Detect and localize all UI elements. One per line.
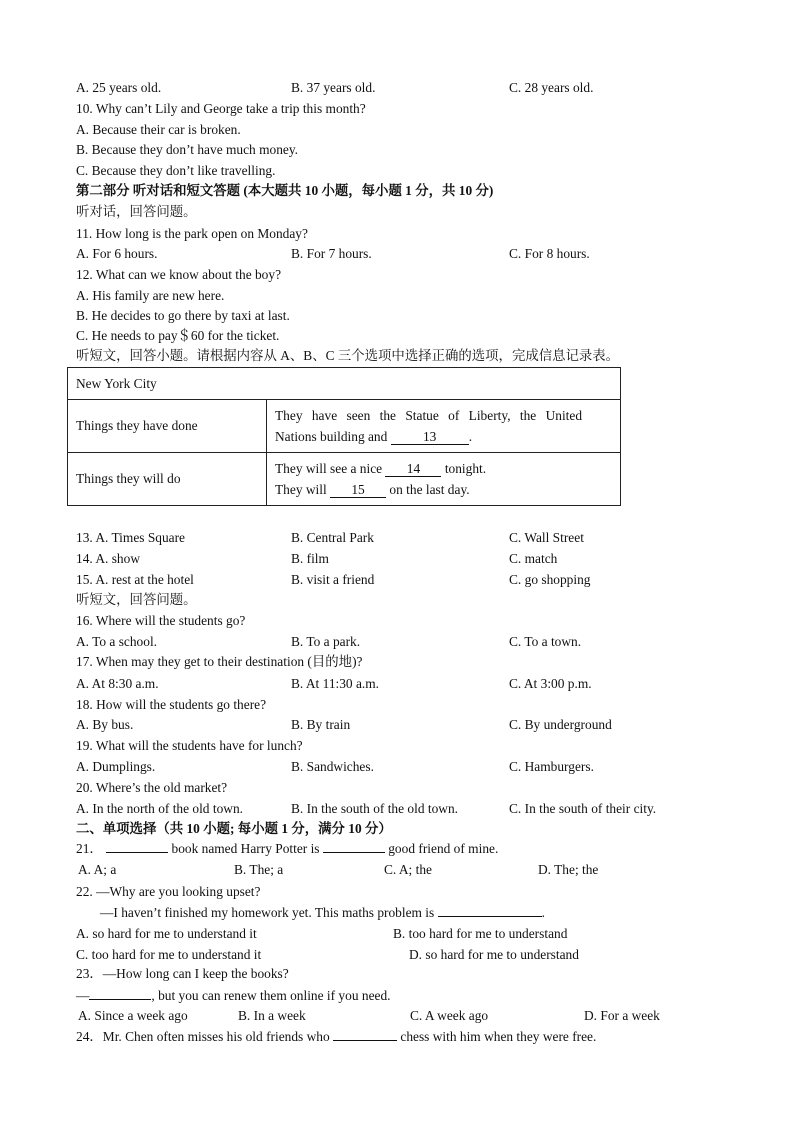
q19-stem: 19. What will the students have for lunch?: [76, 738, 303, 753]
table-row-will-text-1a: They will see a nice: [275, 461, 383, 476]
section2-heading: 二、单项选择（共 10 小题; 每小题 1 分，满分 10 分）: [76, 821, 392, 836]
q24-text-pre: 24．Mr. Chen often misses his old friends who: [76, 1029, 330, 1044]
q17-option-b: B. At 11:30 a.m.: [291, 676, 380, 691]
table-row-will-text-2a: They will: [275, 482, 327, 497]
q9-option-b: B. 37 years old.: [291, 80, 376, 95]
q22-line2-text: —I haven’t finished my homework yet. This maths problem is: [100, 905, 435, 920]
q22-line2: [100, 905, 545, 921]
q21-option-a: A. A; a: [78, 862, 117, 877]
q21-option-d: D. The; the: [538, 862, 599, 877]
q14-option-c: C. match: [509, 551, 558, 566]
q23-blank: [89, 999, 151, 1000]
q14-option-a: 14. A. show: [76, 551, 140, 566]
q21-text-end: good friend of mine.: [388, 841, 499, 856]
table-row-will-line2: [275, 479, 612, 500]
q24-text-post: chess with him when they were free.: [400, 1029, 597, 1044]
q21-number: 21．: [76, 841, 103, 856]
info-record-table: [67, 367, 621, 506]
q21-blank-1: [106, 852, 168, 853]
q11-option-b: B. For 7 hours.: [291, 246, 372, 261]
q22-line2-end: .: [541, 905, 545, 920]
q18-option-c: C. By underground: [509, 717, 612, 732]
q23-line1: 23．—How long can I keep the books?: [76, 966, 289, 981]
dialogue-instruction: 听对话，回答问题。: [76, 204, 197, 219]
q12-option-b: B. He decides to go there by taxi at last.: [76, 308, 290, 323]
table-row-will-label: Things they will do: [68, 453, 267, 506]
q19-option-c: C. Hamburgers.: [509, 759, 594, 774]
table-row-will-text-1b: tonight.: [444, 461, 487, 476]
table-row-will-line1: [275, 458, 612, 479]
q16-option-c: C. To a town.: [509, 634, 582, 649]
q12-option-a: A. His family are new here.: [76, 288, 225, 303]
q21-text-mid: book named Harry Potter is: [171, 841, 320, 856]
q15-option-b: B. visit a friend: [291, 572, 375, 587]
q22-option-d: D. so hard for me to understand: [409, 947, 579, 962]
table-row-done-period: .: [468, 429, 473, 444]
q13-option-c: C. Wall Street: [509, 530, 584, 545]
q19-option-b: B. Sandwiches.: [291, 759, 374, 774]
q22-blank: [438, 916, 542, 917]
blank-13: 13: [391, 430, 469, 445]
q23-option-b: B. In a week: [238, 1008, 306, 1023]
q15-option-a: 15. A. rest at the hotel: [76, 572, 194, 587]
q11-option-c: C. For 8 hours.: [509, 246, 590, 261]
table-row-done-line2: [275, 426, 612, 447]
q18-option-b: B. By train: [291, 717, 351, 732]
q9-option-c: C. 28 years old.: [509, 80, 594, 95]
q21-option-c: C. A; the: [384, 862, 432, 877]
q17-option-a: A. At 8:30 a.m.: [76, 676, 159, 691]
q12-option-c: C. He needs to pay＄60 for the ticket.: [76, 328, 280, 343]
q10-option-b: B. Because they don’t have much money.: [76, 142, 299, 157]
q22-option-a: A. so hard for me to understand it: [76, 926, 257, 941]
q23-line2-text: , but you can renew them online if you need.: [151, 988, 391, 1003]
q22-option-b: B. too hard for me to understand: [393, 926, 568, 941]
q20-option-a: A. In the north of the old town.: [76, 801, 243, 816]
q24-stem: [76, 1029, 596, 1045]
q17-stem: 17. When may they get to their destination (目的地)?: [76, 654, 363, 669]
q21-blank-2: [323, 852, 385, 853]
q15-option-c: C. go shopping: [509, 572, 591, 587]
blank-14: 14: [385, 462, 441, 477]
passage1-instruction: 听短文，回答小题。请根据内容从 A、B、C 三个选项中选择正确的选项，完成信息记录表。: [76, 348, 620, 363]
q14-option-b: B. film: [291, 551, 329, 566]
q16-stem: 16. Where will the students go?: [76, 613, 246, 628]
q11-stem: 11. How long is the park open on Monday?: [76, 226, 308, 241]
q18-stem: 18. How will the students go there?: [76, 697, 267, 712]
q19-option-a: A. Dumplings.: [76, 759, 156, 774]
q10-option-c: C. Because they don’t like travelling.: [76, 163, 276, 178]
q23-line2: [76, 988, 391, 1004]
q10-stem: 10. Why can’t Lily and George take a trip this month?: [76, 101, 366, 116]
q9-option-a: A. 25 years old.: [76, 80, 162, 95]
q11-option-a: A. For 6 hours.: [76, 246, 158, 261]
passage2-instruction: 听短文，回答问题。: [76, 592, 197, 607]
table-row-will-text-2b: on the last day.: [389, 482, 470, 497]
q20-option-b: B. In the south of the old town.: [291, 801, 458, 816]
q21-stem: [76, 841, 498, 857]
q18-option-a: A. By bus.: [76, 717, 134, 732]
table-row-done-text-a: They have seen the Statue of Liberty, the United: [275, 408, 583, 423]
q13-option-a: 13. A. Times Square: [76, 530, 186, 545]
q23-option-c: C. A week ago: [410, 1008, 489, 1023]
q20-stem: 20. Where’s the old market?: [76, 780, 228, 795]
q23-option-a: A. Since a week ago: [78, 1008, 188, 1023]
q23-option-d: D. For a week: [584, 1008, 660, 1023]
q24-blank: [333, 1040, 397, 1041]
blank-15: 15: [330, 483, 386, 498]
table-row-done-content: [267, 400, 621, 453]
q16-option-b: B. To a park.: [291, 634, 361, 649]
table-title: New York City: [68, 368, 621, 400]
q22-line1: 22. —Why are you looking upset?: [76, 884, 261, 899]
table-row-done-text-b: Nations building and: [275, 429, 388, 444]
q12-stem: 12. What can we know about the boy?: [76, 267, 282, 282]
table-row-done-label: Things they have done: [68, 400, 267, 453]
q20-option-c: C. In the south of their city.: [509, 801, 657, 816]
q17-option-c: C. At 3:00 p.m.: [509, 676, 592, 691]
q13-option-b: B. Central Park: [291, 530, 374, 545]
q16-option-a: A. To a school.: [76, 634, 158, 649]
part2-heading: 第二部分 听对话和短文答题 (本大题共 10 小题，每小题 1 分，共 10 分): [76, 183, 494, 198]
q21-option-b: B. The; a: [234, 862, 284, 877]
q22-option-c: C. too hard for me to understand it: [76, 947, 262, 962]
q23-dash: —: [76, 988, 90, 1003]
table-row-will-content: [267, 453, 621, 506]
table-row-done-line1: [275, 405, 612, 426]
q10-option-a: A. Because their car is broken.: [76, 122, 241, 137]
